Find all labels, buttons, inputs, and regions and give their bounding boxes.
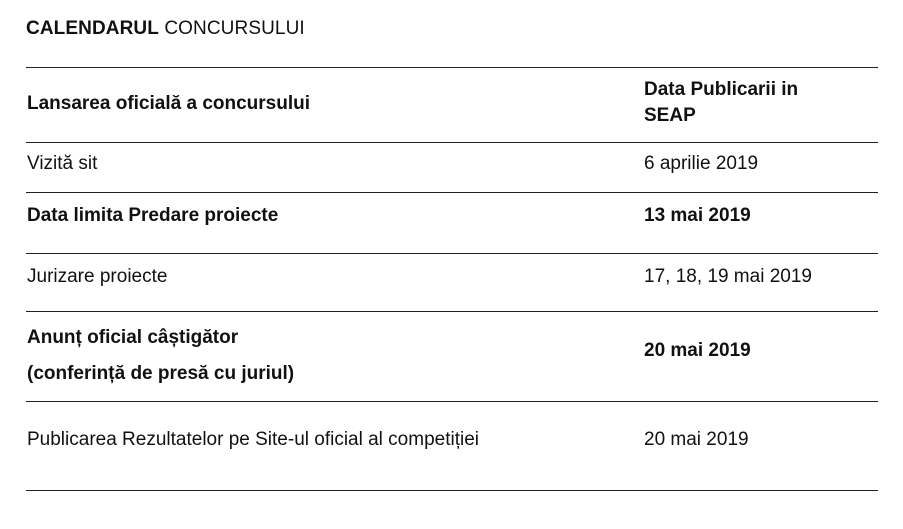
event-cell: Publicarea Rezultatelor pe Site-ul oficial al competiției (27, 429, 480, 450)
table-row (26, 401, 878, 491)
event-cell: Data limita Predare proiecte (27, 205, 279, 226)
event-cell-line-1: Anunț oficial câștigător (27, 327, 239, 348)
date-cell: 20 mai 2019 (644, 340, 751, 361)
schedule-table (26, 67, 878, 491)
event-cell (27, 320, 627, 392)
date-cell: 13 mai 2019 (644, 205, 751, 226)
calendar-heading (26, 17, 305, 41)
date-cell: 6 aprilie 2019 (644, 153, 759, 174)
table-row (26, 142, 878, 192)
event-cell: Jurizare proiecte (27, 266, 168, 287)
date-cell-line-1: Data Publicarii in (644, 79, 799, 100)
date-cell (644, 77, 874, 129)
date-cell: 17, 18, 19 mai 2019 (644, 266, 812, 287)
event-cell: Vizită sit (27, 153, 98, 174)
heading-bold-word: CALENDARUL (26, 18, 159, 39)
table-row (26, 311, 878, 401)
date-cell-line-2: SEAP (644, 105, 696, 126)
table-row (26, 253, 878, 311)
date-cell: 20 mai 2019 (644, 429, 749, 450)
heading-regular-word: CONCURSULUI (164, 18, 305, 39)
event-cell: Lansarea oficială a concursului (27, 93, 310, 114)
event-cell-line-2: (conferință de presă cu juriul) (27, 363, 295, 384)
table-row (26, 67, 878, 142)
table-row (26, 192, 878, 253)
